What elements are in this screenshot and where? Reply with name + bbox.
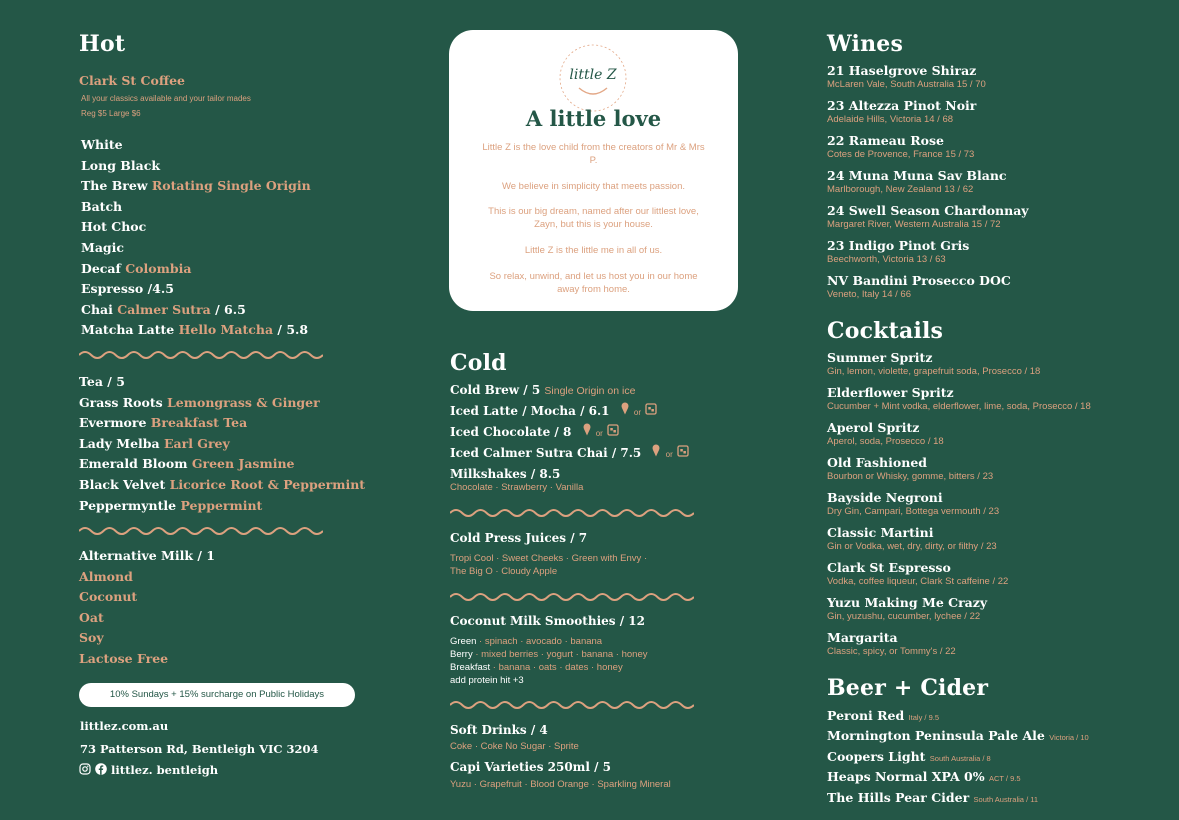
hot-title: Hot: [79, 31, 126, 57]
milk-title: Alternative Milk / 1: [79, 548, 215, 563]
coffee-description: All your classics available and your tailor mades: [81, 94, 251, 103]
wave-divider: [450, 591, 694, 603]
wave-divider: [450, 507, 694, 519]
iced-glass-icon: [645, 401, 657, 422]
card-paragraph: Little Z is the love child from the creators of Mr & Mrs P.: [482, 142, 705, 166]
tea-item: Black Velvet Licorice Root & Peppermint: [79, 476, 366, 492]
coffee-item: Chai Calmer Sutra / 6.5: [81, 301, 246, 317]
milkshake-flavours: Chocolate · Strawberry · Vanilla: [450, 482, 584, 493]
coffee-item: Hot Choc: [81, 219, 147, 235]
iced-glass-icon: [677, 443, 689, 464]
juices-title: Cold Press Juices / 7: [450, 531, 588, 545]
capi-title: Capi Varieties 250ml / 5: [450, 760, 612, 774]
smoothies-title: Coconut Milk Smoothies / 12: [450, 614, 645, 628]
wine-item: 24 Muna Muna Sav Blanc Marlborough, New Zealand 13 / 62: [827, 168, 1007, 195]
address: 73 Patterson Rd, Bentleigh VIC 3204: [80, 742, 319, 756]
logo-text: little Z: [569, 67, 617, 83]
facebook-icon[interactable]: [95, 761, 107, 782]
beer-item: Heaps Normal XPA 0% ACT / 9.5: [827, 769, 1021, 785]
cold-title: Cold: [450, 350, 507, 376]
cocktail-item: Elderflower Spritz Cucumber + Mint vodka, elderflower, lime, soda, Prosecco / 18: [827, 385, 1091, 412]
milk-item: Almond: [79, 568, 133, 584]
wave-divider: [79, 525, 323, 537]
little-z-logo: [557, 42, 629, 114]
beer-item: Coopers Light South Australia / 8: [827, 748, 991, 764]
website[interactable]: littlez.com.au: [80, 719, 169, 733]
coffee-item: Batch: [81, 198, 123, 214]
cocktail-item: Bayside Negroni Dry Gin, Campari, Bottega vermouth / 23: [827, 490, 1000, 517]
milk-item: Lactose Free: [79, 650, 169, 666]
smoothie-item: Green · spinach · avocado · banana: [450, 636, 603, 647]
smoothies-list: [450, 635, 647, 687]
coffee-item: Long Black: [81, 157, 160, 173]
coffee-item: Decaf Colombia: [81, 260, 192, 276]
cocktail-list: [827, 350, 1091, 665]
surcharge-notice: 10% Sundays + 15% surcharge on Public Holidays: [79, 683, 355, 707]
cocktail-item: Margarita Classic, spicy, or Tommy's / 22: [827, 630, 956, 657]
ice-cream-icon: [651, 443, 661, 464]
coffee-item: Magic: [81, 239, 125, 255]
coffee-item: White: [81, 137, 123, 152]
juices-list-line: Tropi Cool · Sweet Cheeks · Green with Envy ·: [450, 553, 648, 564]
cocktail-item: Yuzu Making Me Crazy Gin, yuzushu, cucumber, lychee / 22: [827, 595, 988, 622]
card-body: [479, 142, 708, 296]
card-paragraph: This is our big dream, named after our littlest love, Zayn, but this is your house.: [488, 206, 699, 231]
coffee-item: The Brew Rotating Single Origin: [81, 178, 311, 194]
soft-drinks-list: Coke · Coke No Sugar · Sprite: [450, 741, 579, 752]
card-paragraph: We believe in simplicity that meets passion.: [501, 180, 686, 192]
cocktail-item: Classic Martini Gin or Vodka, wet, dry, dirty, or filthy / 23: [827, 525, 997, 552]
iced-chocolate: Iced Chocolate / 8 or: [450, 422, 619, 445]
milk-item: Soy: [79, 630, 104, 646]
capi-list: Yuzu · Grapefruit · Blood Orange · Sparkling Mineral: [450, 779, 671, 790]
wine-item: 22 Rameau Rose Cotes de Provence, France 15 / 73: [827, 133, 975, 160]
iced-glass-icon: [607, 422, 619, 443]
milk-item: Coconut: [79, 589, 138, 605]
cocktails-title: Cocktails: [827, 318, 944, 344]
wines-title: Wines: [827, 31, 904, 57]
cocktail-item: Summer Spritz Gin, lemon, violette, grapefruit soda, Prosecco / 18: [827, 350, 1041, 377]
wine-item: 21 Haselgrove Shiraz McLaren Vale, South Australia 15 / 70: [827, 63, 986, 90]
wine-list: [827, 63, 1029, 308]
milkshakes: Milkshakes / 8.5: [450, 467, 561, 481]
tea-item: Lady Melba Earl Grey: [79, 435, 230, 451]
wine-item: NV Bandini Prosecco DOC Veneto, Italy 14 / 66: [827, 273, 1011, 300]
smoothie-item: Berry · mixed berries · yogurt · banana · honey: [450, 649, 648, 660]
coffee-brand: Clark St Coffee: [79, 73, 185, 88]
beer-item: Mornington Peninsula Pale Ale Victoria / 10: [827, 728, 1089, 744]
coffee-price: Reg $5 Large $6: [81, 109, 141, 118]
wave-divider: [450, 699, 694, 711]
milk-item: Oat: [79, 609, 104, 625]
iced-latte: Iced Latte / Mocha / 6.1 or: [450, 401, 657, 424]
coffee-list: [81, 135, 311, 341]
wave-divider: [79, 349, 323, 361]
tea-list: [79, 372, 365, 516]
beer-item: Peroni Red Italy / 9.5: [827, 708, 940, 723]
social-row[interactable]: [79, 760, 218, 781]
tea-item: Grass Roots Lemongrass & Ginger: [79, 394, 320, 410]
about-card: [449, 30, 738, 311]
tea-item: Evermore Breakfast Tea: [79, 415, 248, 431]
instagram-icon[interactable]: [79, 761, 91, 782]
ice-cream-icon: [582, 422, 592, 443]
beer-list: [827, 707, 1089, 809]
soft-drinks-title: Soft Drinks / 4: [450, 723, 548, 737]
coffee-item: Matcha Latte Hello Matcha / 5.8: [81, 322, 309, 338]
wine-item: 23 Indigo Pinot Gris Beechworth, Victoria 13 / 63: [827, 238, 970, 265]
card-title: A little love: [525, 106, 662, 131]
cocktail-item: Aperol Spritz Aperol, soda, Prosecco / 18: [827, 420, 944, 447]
social-handle: littlez. bentleigh: [111, 763, 219, 777]
tea-item: Peppermyntle Peppermint: [79, 497, 263, 513]
tea-item: Emerald Bloom Green Jasmine: [79, 456, 295, 472]
card-paragraph: Little Z is the little me in all of us.: [524, 244, 663, 256]
ice-cream-icon: [620, 401, 630, 422]
beer-item: The Hills Pear Cider South Australia / 11: [827, 789, 1039, 805]
wine-item: 24 Swell Season Chardonnay Margaret River, Western Australia 15 / 72: [827, 203, 1029, 230]
card-paragraph: So relax, unwind, and let us host you in our home away from home.: [489, 270, 698, 295]
smoothie-item: Breakfast · banana · oats · dates · honey: [450, 662, 623, 673]
cold-brew: Cold Brew / 5 Single Origin on ice: [450, 383, 636, 397]
milk-list: [79, 546, 215, 670]
juices-list-line: The Big O · Cloudy Apple: [450, 566, 558, 577]
wine-item: 23 Altezza Pinot Noir Adelaide Hills, Victoria 14 / 68: [827, 98, 977, 125]
tea-title: Tea / 5: [79, 374, 125, 389]
coffee-item: Espresso /4.5: [81, 281, 174, 297]
cocktail-item: Clark St Espresso Vodka, coffee liqueur, Clark St caffeine / 22: [827, 560, 1009, 587]
protein-addon: add protein hit +3: [450, 675, 524, 686]
iced-chai: Iced Calmer Sutra Chai / 7.5 or: [450, 443, 689, 466]
cocktail-item: Old Fashioned Bourbon or Whisky, gomme, bitters / 23: [827, 455, 994, 482]
beer-title: Beer + Cider: [827, 675, 989, 701]
